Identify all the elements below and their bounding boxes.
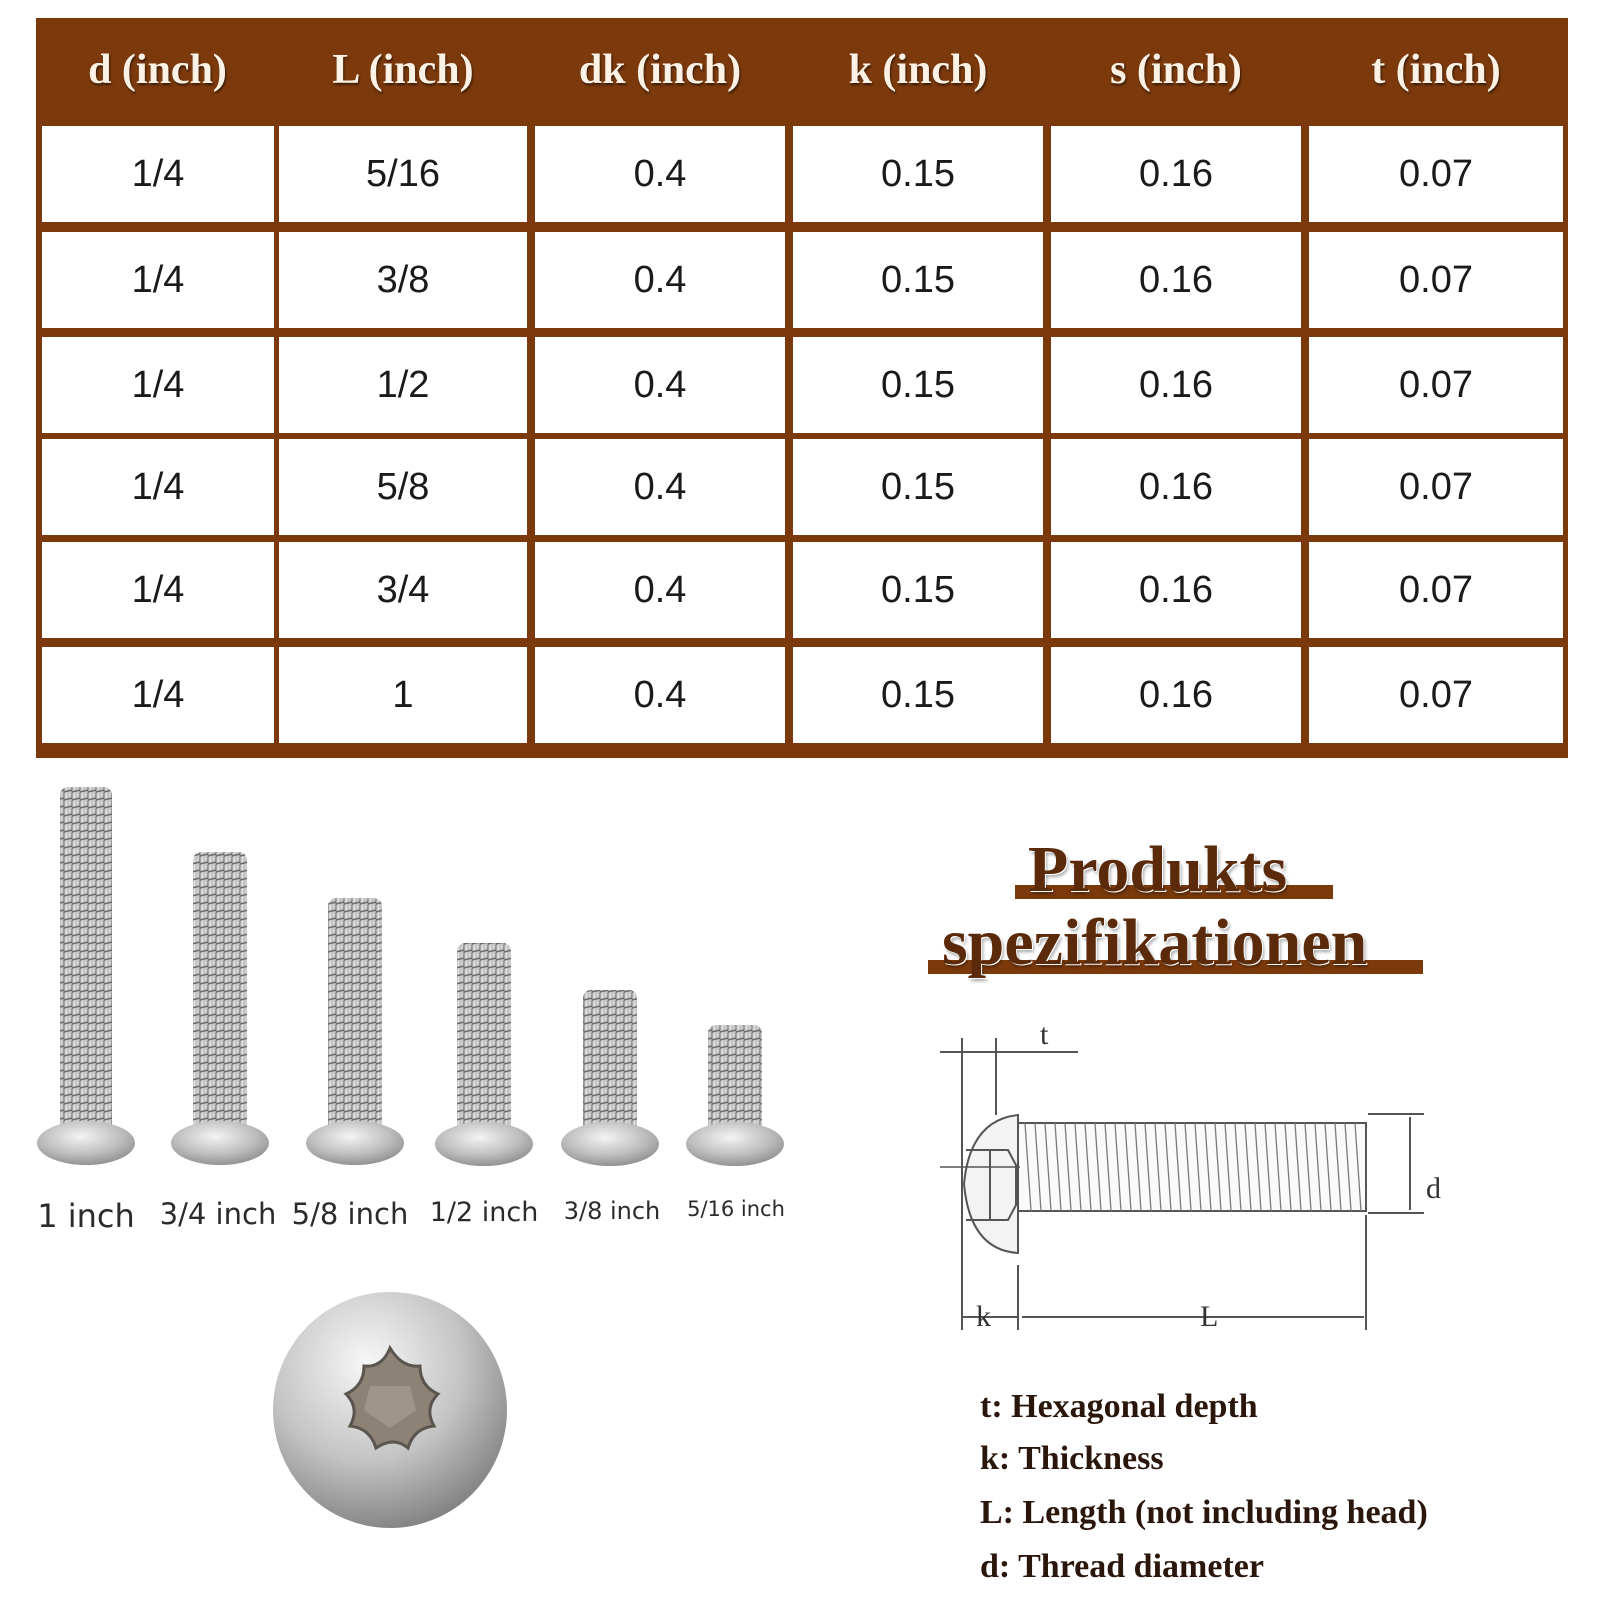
table-cell: 0.07 bbox=[1309, 647, 1563, 743]
screw-label: 1/2 inch bbox=[429, 1197, 539, 1228]
table-cell: 0.07 bbox=[1309, 542, 1563, 638]
screw-3-4-inch bbox=[171, 852, 269, 1165]
table-cell: 0.16 bbox=[1051, 542, 1301, 638]
screw-label: 5/16 inch bbox=[687, 1197, 785, 1221]
dim-label-k: k bbox=[976, 1300, 991, 1333]
table-cell: 0.07 bbox=[1309, 439, 1563, 535]
table-cell: 0.16 bbox=[1051, 647, 1301, 743]
page-title-line-2: spezifikationen bbox=[942, 906, 1368, 979]
table-cell: 1/4 bbox=[42, 126, 274, 222]
table-cell: 0.16 bbox=[1051, 337, 1301, 433]
table-cell: 0.16 bbox=[1051, 439, 1301, 535]
table-cell: 0.4 bbox=[535, 542, 785, 638]
table-cell: 1/4 bbox=[42, 542, 274, 638]
table-cell: 3/8 bbox=[279, 232, 527, 328]
table-header-cell: k (inch) bbox=[848, 47, 988, 93]
screw-set-photo bbox=[0, 770, 820, 1250]
table-cell: 5/16 bbox=[279, 126, 527, 222]
legend-item-k: k: Thickness bbox=[980, 1440, 1164, 1477]
table-cell: 1/2 bbox=[279, 337, 527, 433]
screw-1-inch bbox=[37, 787, 135, 1165]
screw-head-torx-photo bbox=[270, 1290, 510, 1530]
table-cell: 0.07 bbox=[1309, 126, 1563, 222]
table-cell: 0.15 bbox=[793, 542, 1043, 638]
table-cell: 0.16 bbox=[1051, 126, 1301, 222]
legend-item-t: t: Hexagonal depth bbox=[980, 1388, 1258, 1425]
table-cell: 0.15 bbox=[793, 126, 1043, 222]
table-cell: 1/4 bbox=[42, 232, 274, 328]
table-cell: 0.07 bbox=[1309, 337, 1563, 433]
table-header-cell: t (inch) bbox=[1371, 47, 1501, 93]
table-cell: 0.4 bbox=[535, 126, 785, 222]
table-cell: 1/4 bbox=[42, 337, 274, 433]
legend-item-L: L: Length (not including head) bbox=[980, 1494, 1428, 1531]
screw-label: 3/8 inch bbox=[563, 1197, 661, 1225]
table-cell: 0.4 bbox=[535, 647, 785, 743]
legend-item-d: d: Thread diameter bbox=[980, 1548, 1264, 1585]
table-cell: 0.15 bbox=[793, 337, 1043, 433]
spec-table bbox=[36, 18, 1568, 758]
screw-dimension-diagram bbox=[930, 1020, 1430, 1350]
screw-label: 3/4 inch bbox=[159, 1197, 277, 1231]
table-header-cell: L (inch) bbox=[332, 47, 474, 93]
screw-3-8-inch bbox=[561, 990, 659, 1166]
dim-label-d: d bbox=[1426, 1172, 1441, 1205]
table-cell: 0.15 bbox=[793, 232, 1043, 328]
table-header-cell: s (inch) bbox=[1110, 47, 1242, 93]
table-cell: 1 bbox=[279, 647, 527, 743]
table-header-cell: dk (inch) bbox=[578, 47, 742, 93]
page-title-line-1: Produkts bbox=[1028, 833, 1288, 906]
table-cell: 3/4 bbox=[279, 542, 527, 638]
screw-label: 1 inch bbox=[37, 1197, 135, 1235]
table-cell: 0.4 bbox=[535, 337, 785, 433]
table-cell: 0.4 bbox=[535, 439, 785, 535]
table-cell: 1/4 bbox=[42, 439, 274, 535]
table-cell: 0.16 bbox=[1051, 232, 1301, 328]
table-header-cell: d (inch) bbox=[88, 47, 227, 93]
screw-label: 5/8 inch bbox=[291, 1197, 409, 1231]
table-cell: 0.07 bbox=[1309, 232, 1563, 328]
table-cell: 0.15 bbox=[793, 647, 1043, 743]
table-header-row bbox=[36, 18, 1568, 126]
table-cell: 0.15 bbox=[793, 439, 1043, 535]
screw-5-8-inch bbox=[306, 898, 404, 1165]
table-cell: 5/8 bbox=[279, 439, 527, 535]
table-cell: 1/4 bbox=[42, 647, 274, 743]
dim-label-L: L bbox=[1200, 1300, 1219, 1333]
screw-1-2-inch bbox=[435, 943, 533, 1166]
dim-label-t: t bbox=[1040, 1018, 1049, 1051]
screw-5-16-inch bbox=[686, 1025, 784, 1166]
table-cell: 0.4 bbox=[535, 232, 785, 328]
